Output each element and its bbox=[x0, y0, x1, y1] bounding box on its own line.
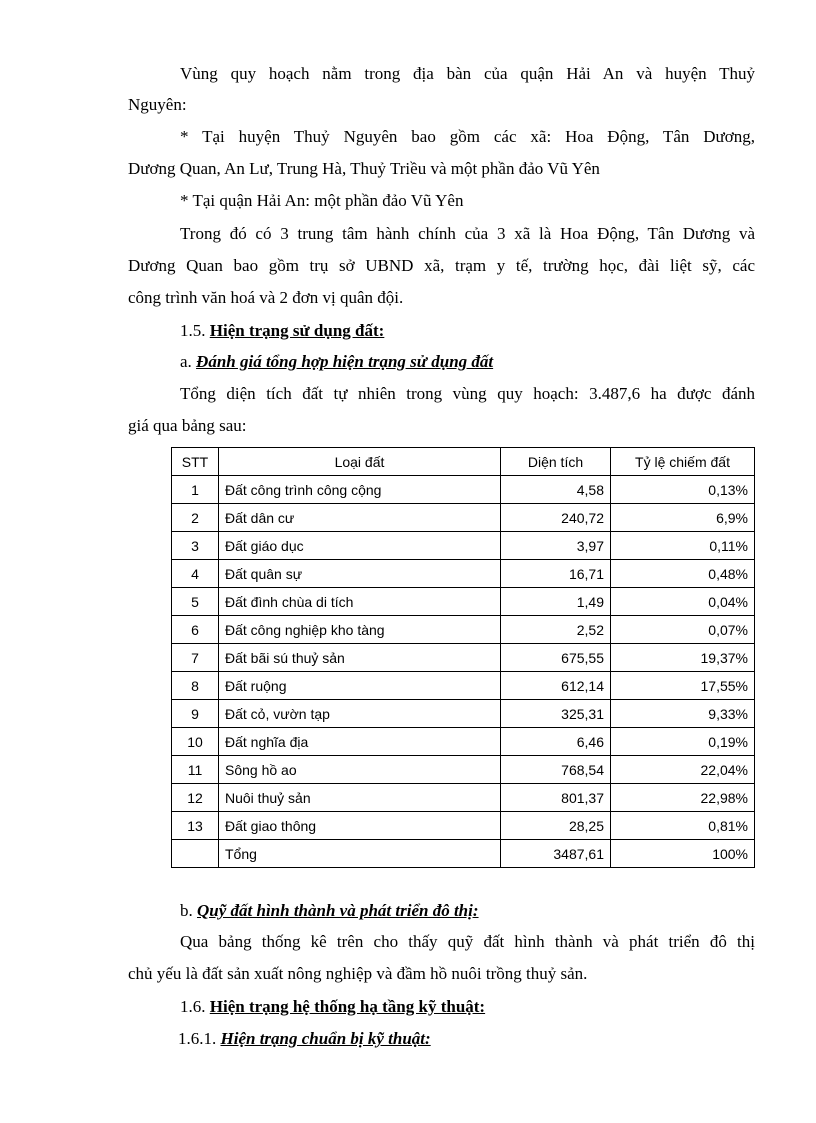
cell-stt: 5 bbox=[172, 588, 219, 616]
header-area: Diện tích bbox=[501, 448, 611, 476]
cell-area: 6,46 bbox=[501, 728, 611, 756]
cell-area: 325,31 bbox=[501, 700, 611, 728]
table-row bbox=[172, 700, 755, 728]
table-row bbox=[172, 644, 755, 672]
cell-ratio: 0,04% bbox=[611, 588, 755, 616]
cell-land-type: Tổng bbox=[219, 840, 501, 868]
heading-a bbox=[128, 346, 755, 377]
paragraph-conclusion-line1: Qua bảng thống kê trên cho thấy quỹ đất hình thành và phát triển đô thị bbox=[180, 932, 755, 951]
table-row bbox=[172, 476, 755, 504]
heading-b-text: Quỹ đất hình thành và phát triển đô thị: bbox=[197, 901, 479, 920]
table-row bbox=[172, 616, 755, 644]
paragraph-thuy-nguyen-line2: Dương Quan, An Lư, Trung Hà, Thuỷ Triều và một phần đảo Vũ Yên bbox=[128, 159, 600, 178]
cell-area: 675,55 bbox=[501, 644, 611, 672]
heading-a-text: Đánh giá tổng hợp hiện trạng sử dụng đất bbox=[196, 352, 494, 371]
cell-area: 768,54 bbox=[501, 756, 611, 784]
land-use-table bbox=[171, 447, 755, 868]
paragraph-intro-line1: Vùng quy hoạch nằm trong địa bàn của quận Hải An và huyện Thuỷ bbox=[180, 64, 755, 83]
table-row bbox=[172, 588, 755, 616]
cell-land-type: Đất nghĩa địa bbox=[219, 728, 501, 756]
table-row bbox=[172, 532, 755, 560]
cell-area: 240,72 bbox=[501, 504, 611, 532]
paragraph-admin-line1: Trong đó có 3 trung tâm hành chính của 3 xã là Hoa Động, Tân Dương và bbox=[180, 224, 755, 243]
cell-land-type: Đất công trình công cộng bbox=[219, 476, 501, 504]
table-total-row bbox=[172, 840, 755, 868]
paragraph-hai-an: * Tại quận Hải An: một phần đảo Vũ Yên bbox=[180, 191, 464, 210]
cell-land-type: Sông hồ ao bbox=[219, 756, 501, 784]
cell-ratio: 19,37% bbox=[611, 644, 755, 672]
cell-ratio: 0,13% bbox=[611, 476, 755, 504]
heading-1-6-1-number: 1.6.1. bbox=[178, 1029, 217, 1048]
cell-ratio: 22,04% bbox=[611, 756, 755, 784]
cell-land-type: Đất đình chùa di tích bbox=[219, 588, 501, 616]
heading-1-6-1 bbox=[178, 1023, 755, 1054]
cell-area: 4,58 bbox=[501, 476, 611, 504]
table-header-row bbox=[172, 448, 755, 476]
cell-stt: 12 bbox=[172, 784, 219, 812]
cell-stt: 11 bbox=[172, 756, 219, 784]
paragraph-conclusion-line2: chủ yếu là đất sản xuất nông nghiệp và đầm hồ nuôi trồng thuỷ sản. bbox=[128, 964, 588, 983]
heading-a-prefix: a. bbox=[180, 352, 192, 371]
heading-1-6-text: Hiện trạng hệ thống hạ tầng kỹ thuật: bbox=[209, 997, 486, 1016]
heading-1-6-number: 1.6. bbox=[180, 997, 206, 1016]
cell-ratio: 0,11% bbox=[611, 532, 755, 560]
cell-ratio: 0,81% bbox=[611, 812, 755, 840]
cell-area: 16,71 bbox=[501, 560, 611, 588]
cell-stt: 8 bbox=[172, 672, 219, 700]
cell-stt: 4 bbox=[172, 560, 219, 588]
cell-area: 801,37 bbox=[501, 784, 611, 812]
table-row bbox=[172, 784, 755, 812]
cell-land-type: Đất giao thông bbox=[219, 812, 501, 840]
paragraph-intro-line2: Nguyên: bbox=[128, 95, 187, 114]
header-stt: STT bbox=[172, 448, 219, 476]
cell-area: 2,52 bbox=[501, 616, 611, 644]
heading-1-5-text: Hiện trạng sử dụng đất: bbox=[209, 321, 385, 340]
heading-1-6 bbox=[128, 991, 755, 1022]
cell-area: 3487,61 bbox=[501, 840, 611, 868]
table-row bbox=[172, 756, 755, 784]
cell-land-type: Đất dân cư bbox=[219, 504, 501, 532]
table-row bbox=[172, 728, 755, 756]
cell-area: 3,97 bbox=[501, 532, 611, 560]
cell-ratio: 17,55% bbox=[611, 672, 755, 700]
cell-land-type: Đất cỏ, vườn tạp bbox=[219, 700, 501, 728]
paragraph-admin-line3: công trình văn hoá và 2 đơn vị quân đội. bbox=[128, 288, 404, 307]
cell-land-type: Đất bãi sú thuỷ sản bbox=[219, 644, 501, 672]
cell-land-type: Đất giáo dục bbox=[219, 532, 501, 560]
cell-stt: 3 bbox=[172, 532, 219, 560]
paragraph-total-area-line2: giá qua bảng sau: bbox=[128, 416, 247, 435]
heading-b-prefix: b. bbox=[180, 901, 193, 920]
cell-stt: 7 bbox=[172, 644, 219, 672]
cell-stt: 10 bbox=[172, 728, 219, 756]
heading-1-5-number: 1.5. bbox=[180, 321, 206, 340]
heading-1-5 bbox=[128, 315, 755, 346]
paragraph-total-area-line1: Tổng diện tích đất tự nhiên trong vùng quy hoạch: 3.487,6 ha được đánh bbox=[180, 384, 755, 403]
cell-ratio: 0,48% bbox=[611, 560, 755, 588]
cell-area: 28,25 bbox=[501, 812, 611, 840]
cell-stt: 9 bbox=[172, 700, 219, 728]
header-land-type: Loại đất bbox=[219, 448, 501, 476]
cell-land-type: Đất quân sự bbox=[219, 560, 501, 588]
table-row bbox=[172, 812, 755, 840]
cell-ratio: 0,19% bbox=[611, 728, 755, 756]
cell-area: 1,49 bbox=[501, 588, 611, 616]
cell-ratio: 22,98% bbox=[611, 784, 755, 812]
table-row bbox=[172, 560, 755, 588]
cell-land-type: Đất công nghiệp kho tàng bbox=[219, 616, 501, 644]
cell-ratio: 100% bbox=[611, 840, 755, 868]
cell-stt bbox=[172, 840, 219, 868]
cell-land-type: Đất ruộng bbox=[219, 672, 501, 700]
heading-1-6-1-text: Hiện trạng chuẩn bị kỹ thuật: bbox=[220, 1029, 431, 1048]
cell-stt: 6 bbox=[172, 616, 219, 644]
cell-stt: 2 bbox=[172, 504, 219, 532]
paragraph-admin-line2: Dương Quan bao gồm trụ sở UBND xã, trạm y tế, trường học, đài liệt sỹ, các bbox=[128, 256, 755, 275]
header-ratio: Tỷ lệ chiếm đất bbox=[611, 448, 755, 476]
cell-ratio: 0,07% bbox=[611, 616, 755, 644]
table-row bbox=[172, 504, 755, 532]
cell-area: 612,14 bbox=[501, 672, 611, 700]
cell-stt: 1 bbox=[172, 476, 219, 504]
cell-ratio: 9,33% bbox=[611, 700, 755, 728]
heading-b bbox=[128, 895, 755, 926]
table-row bbox=[172, 672, 755, 700]
cell-land-type: Nuôi thuỷ sản bbox=[219, 784, 501, 812]
cell-ratio: 6,9% bbox=[611, 504, 755, 532]
cell-stt: 13 bbox=[172, 812, 219, 840]
paragraph-thuy-nguyen-line1: * Tại huyện Thuỷ Nguyên bao gồm các xã: Hoa Động, Tân Dương, bbox=[180, 127, 755, 146]
